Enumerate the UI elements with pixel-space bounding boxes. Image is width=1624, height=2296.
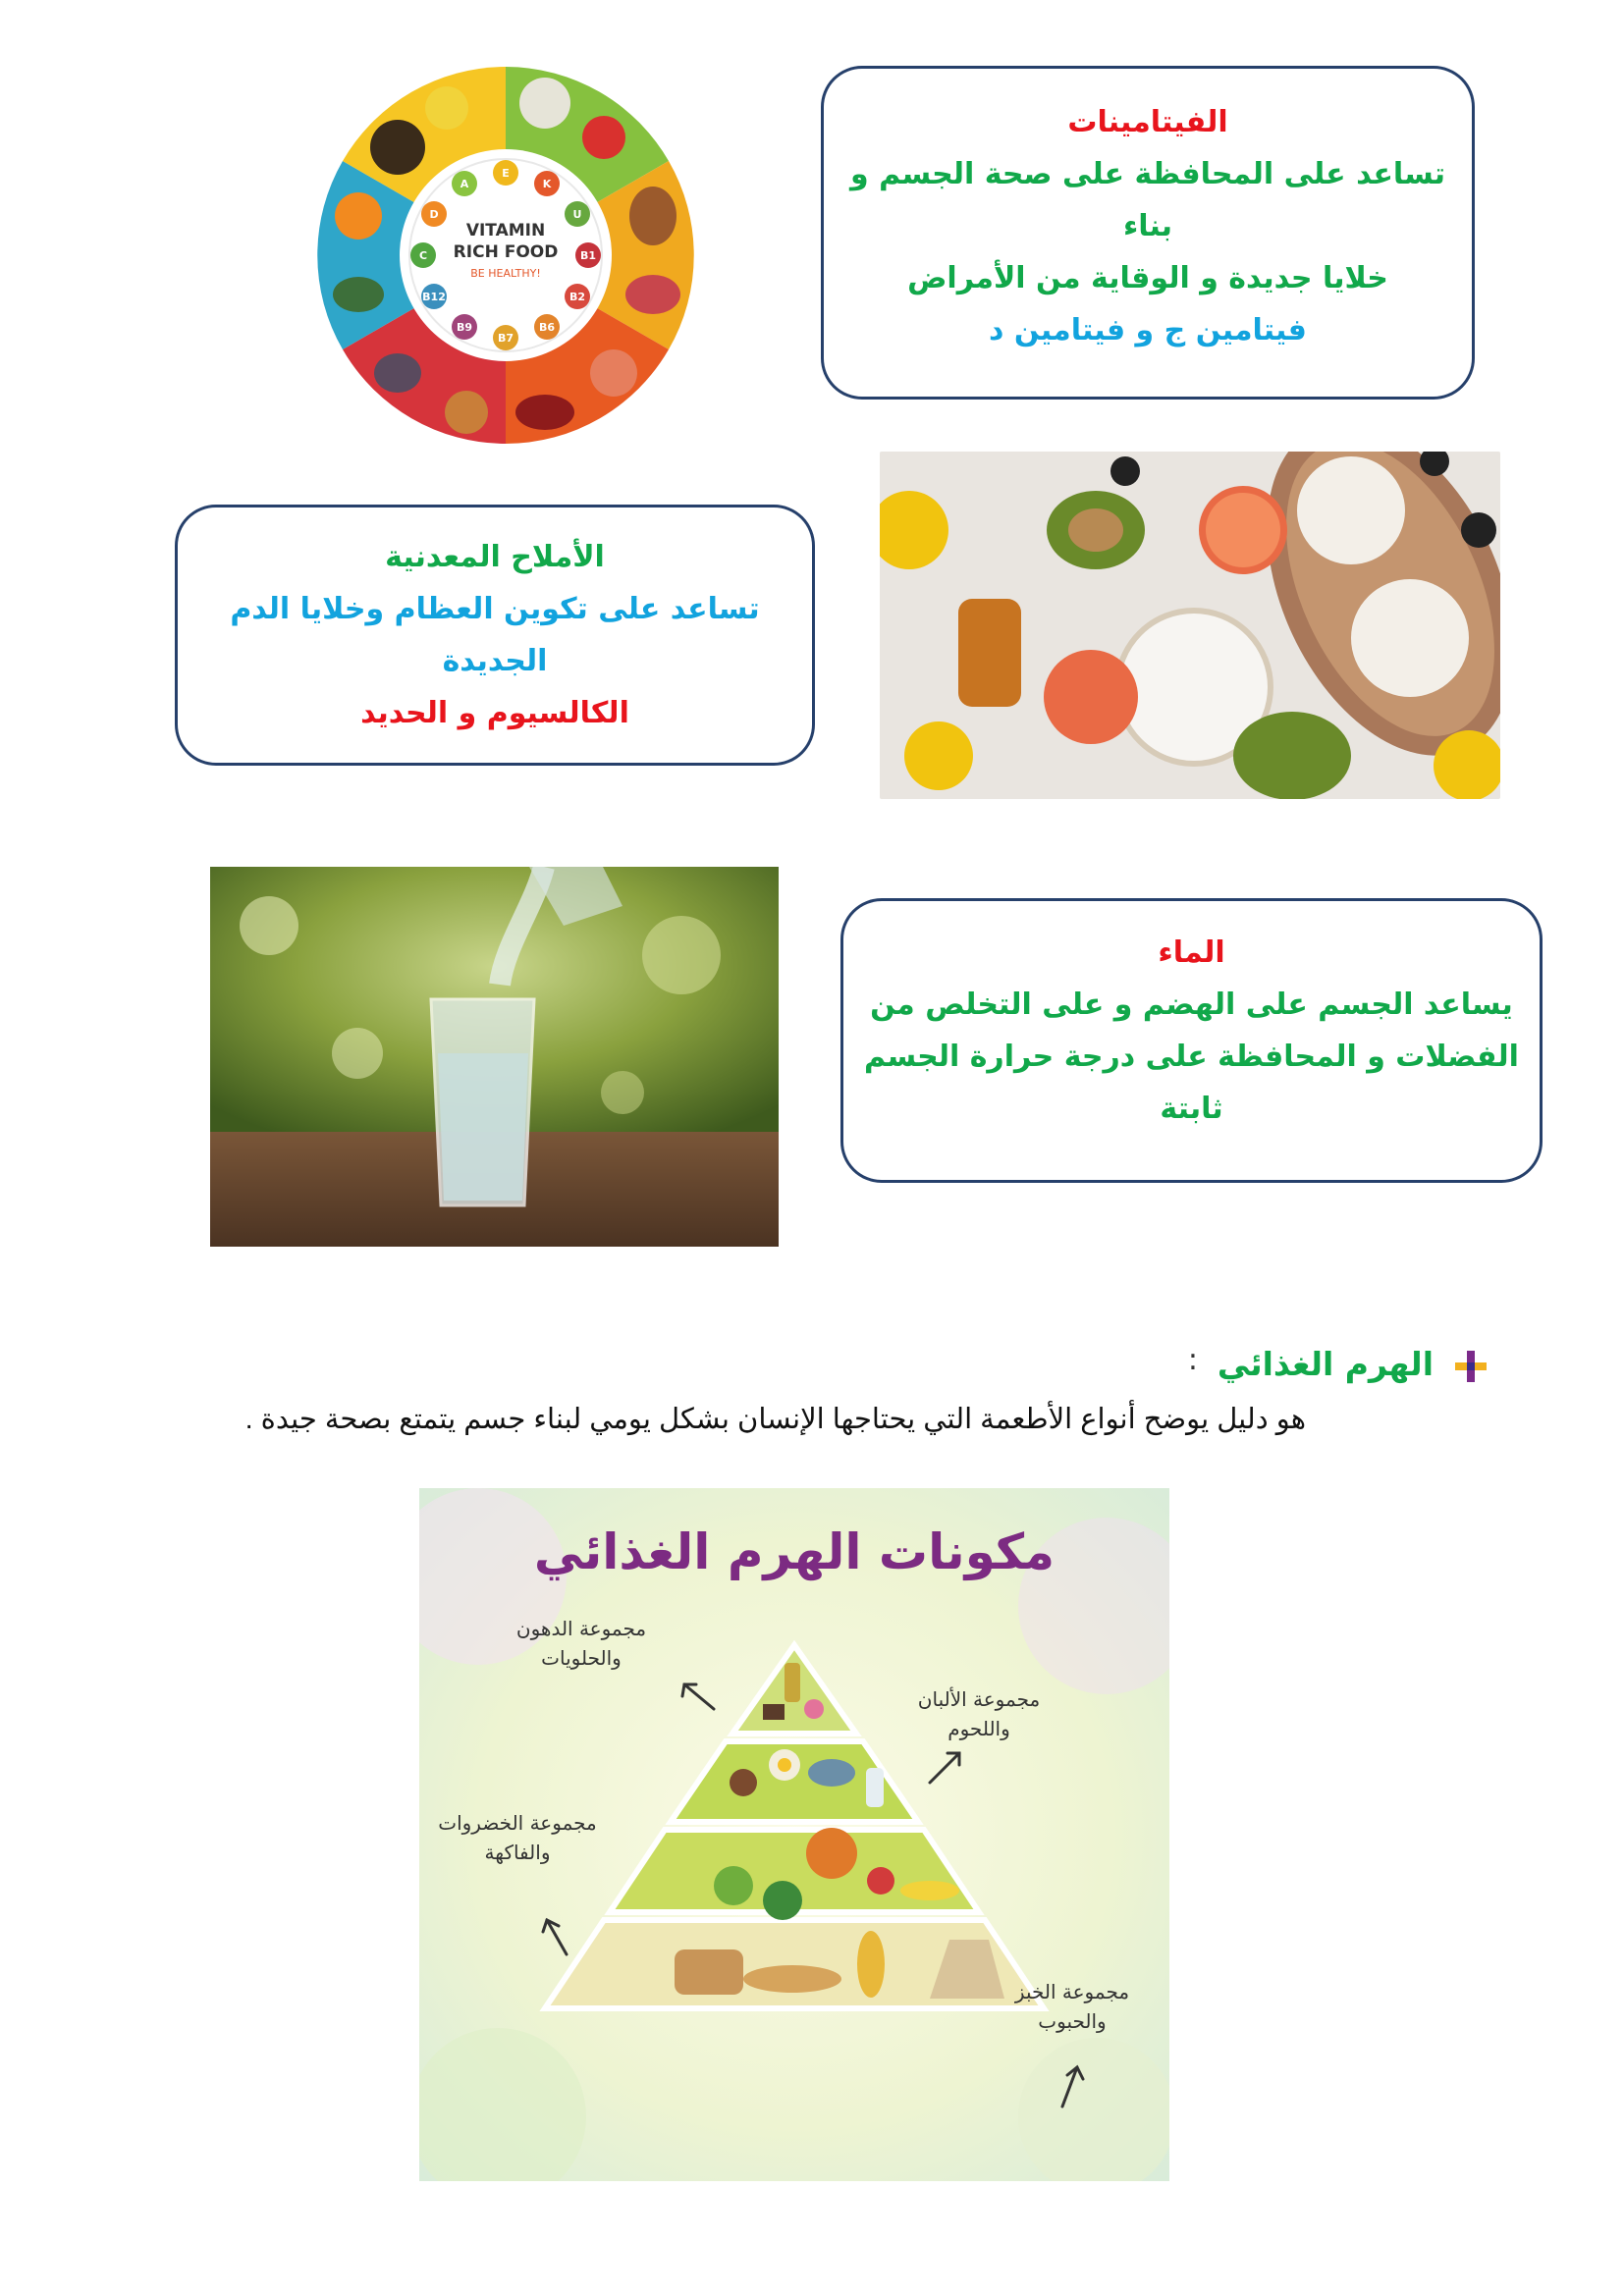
svg-text:B9: B9	[456, 321, 473, 334]
food-pyramid-heading	[1080, 1343, 1492, 1392]
heading-colon: :	[1187, 1343, 1198, 1377]
food-pyramid-definition: هو دليل يوضح أنواع الأطعمة التي يحتاجها الإنسان بشكل يومي لبناء جسم يتمتع بصحة جيدة .	[244, 1404, 1306, 1435]
svg-text:B6: B6	[538, 321, 556, 334]
vitamins-line2: خلايا جديدة و الوقاية من الأمراض	[907, 261, 1388, 295]
cross-bullet-icon	[1453, 1349, 1489, 1388]
minerals-title: الأملاح المعدنية	[385, 540, 605, 574]
minerals-card	[175, 505, 815, 766]
veg-group-line1: مجموعة الخضروات	[438, 1811, 597, 1835]
water-title: الماء	[1158, 935, 1225, 970]
water-card	[840, 898, 1543, 1183]
veg-group-line2: والفاكهة	[484, 1841, 551, 1864]
food-pyramid-image	[419, 1488, 1169, 2181]
vitamins-examples: فيتامين ج و فيتامين د	[989, 313, 1307, 347]
wheel-center-line3: BE HEALTHY!	[470, 267, 541, 280]
food-pyramid-title: الهرم الغذائي	[1217, 1345, 1434, 1383]
vitamin-letter: E	[502, 167, 510, 180]
svg-text:B12: B12	[422, 291, 446, 303]
grain-group-line1: مجموعة الخبز	[1014, 1980, 1130, 2003]
svg-text:A: A	[460, 178, 469, 190]
svg-text:B7: B7	[497, 332, 514, 345]
water-line2: الفضلات و المحافظة على درجة حرارة الجسم ثابتة	[864, 1040, 1519, 1126]
vitamins-card	[821, 66, 1475, 400]
svg-text:B2: B2	[568, 291, 586, 303]
fats-group-line2: والحلويات	[541, 1646, 622, 1670]
svg-text:U: U	[572, 208, 582, 221]
svg-text:D: D	[429, 208, 439, 221]
vitamins-title: الفيتامينات	[1067, 105, 1228, 139]
svg-text:K: K	[542, 178, 552, 190]
dairy-group-line1: مجموعة الألبان	[917, 1687, 1041, 1711]
minerals-line1: تساعد على تكوين العظام وخلايا الدم الجديدة	[230, 592, 760, 678]
wheel-center-line2: RICH FOOD	[453, 242, 559, 262]
dairy-group-line2: واللحوم	[947, 1717, 1010, 1740]
fats-group-line1: مجموعة الدهون	[515, 1617, 647, 1640]
vitamin-rich-food-image	[280, 27, 741, 469]
wheel-center-line1: VITAMIN	[465, 221, 546, 240]
grain-group-line2: والحبوب	[1038, 2009, 1107, 2033]
vitamins-line1: تساعد على المحافظة على صحة الجسم و بناء	[849, 157, 1445, 243]
svg-text:C: C	[418, 249, 428, 262]
water-glass-photo	[210, 867, 779, 1247]
minerals-spa-photo	[880, 452, 1500, 799]
svg-text:B1: B1	[579, 249, 597, 262]
water-line1: يساعد الجسم على الهضم و على التخلص من	[870, 988, 1513, 1022]
minerals-examples: الكالسيوم و الحديد	[360, 696, 629, 730]
pyramid-image-title: مكونات الهرم الغذائي	[533, 1523, 1056, 1580]
